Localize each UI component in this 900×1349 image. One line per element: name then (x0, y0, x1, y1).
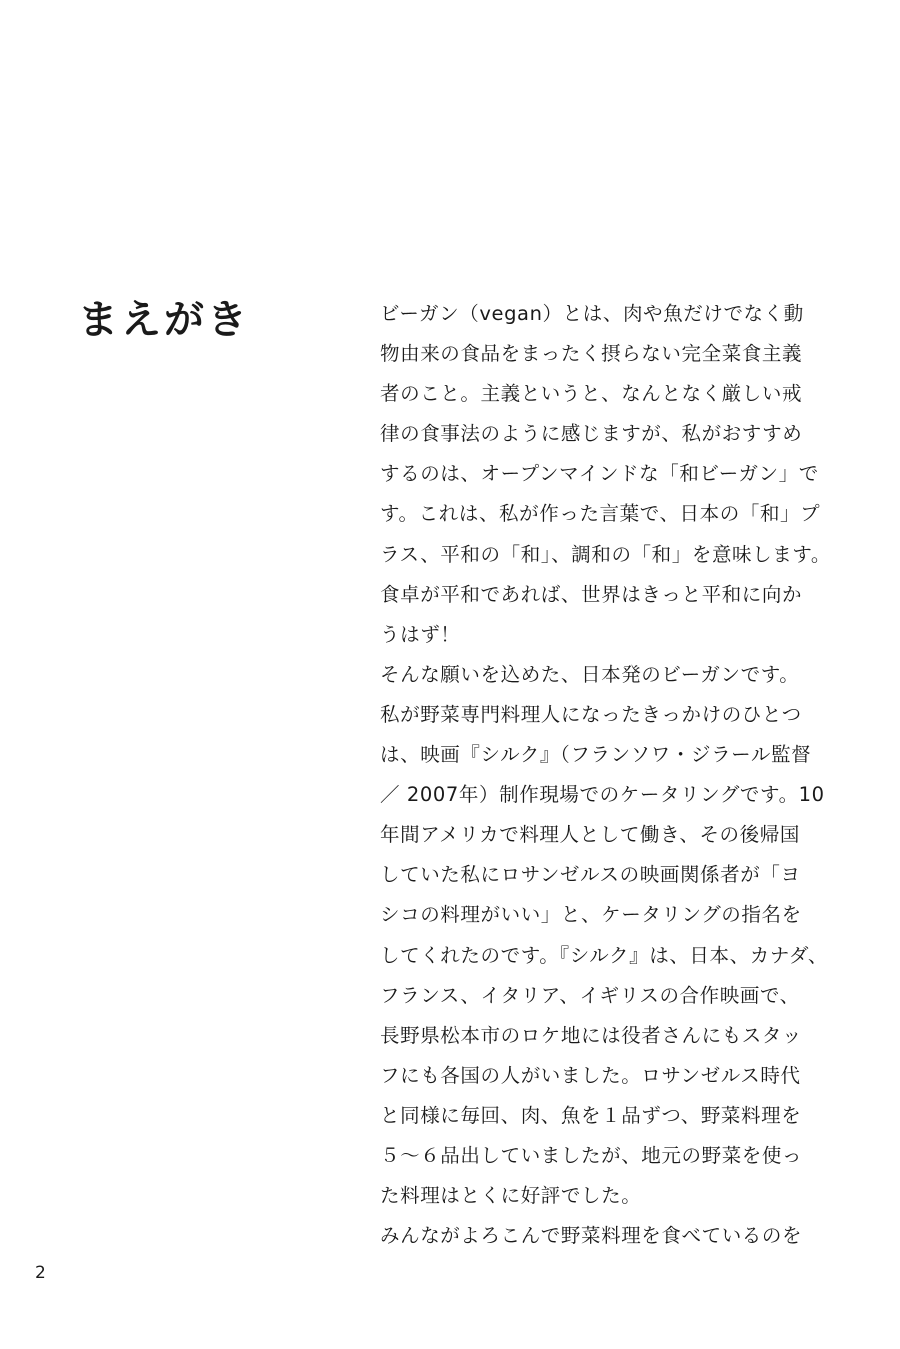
text-line: するのは、オープンマインドな「和ビーガン」で (380, 462, 819, 486)
text-line: ／ 2007年）制作現場でのケータリングです。10 (380, 783, 825, 807)
text-line: フにも各国の人がいました。ロサンゼルス時代 (380, 1063, 801, 1087)
text-line: みんながよろこんで野菜料理を食べているのを (380, 1224, 803, 1248)
text-line: す。これは、私が作った言葉で、日本の「和」プ (380, 502, 821, 526)
text-line: 長野県松本市のロケ地には役者さんにもスタッ (380, 1023, 803, 1047)
text-line: 律の食事法のように感じますが、私がおすすめ (380, 422, 803, 446)
text-line: は、映画『シルク』（フランソワ・ジラール監督 (380, 743, 812, 767)
text-line: ビーガン（vegan）とは、肉や魚だけでなく動 (380, 302, 804, 325)
text-line: ラス、平和の「和」、調和の「和」を意味します。 (380, 542, 831, 566)
text-line: 者のこと。主義というと、なんとなく厳しい戒 (380, 382, 803, 406)
body-text (380, 294, 840, 1256)
text-line: た料理はとくに好評でした。 (380, 1184, 642, 1208)
page-number: 2 (35, 1263, 46, 1283)
text-line: 私が野菜専門料理人になったきっかけのひとつ (380, 702, 802, 726)
text-line: 食卓が平和であれば、世界はきっと平和に向か (380, 582, 803, 606)
text-line: そんな願いを込めた、日本発のビーガンです。 (380, 662, 800, 686)
text-line: 物由来の食品をまったく摂らない完全菜食主義 (380, 342, 803, 366)
text-line: シコの料理がいい」と、ケータリングの指名を (380, 903, 802, 927)
text-line: 年間アメリカで料理人として働き、その後帰国 (380, 823, 800, 847)
text-line: うはず！ (380, 622, 461, 646)
text-line: フランス、イタリア、イギリスの合作映画で、 (380, 983, 800, 1007)
page-title: まえがき (78, 297, 250, 343)
text-line: していた私にロサンゼルスの映画関係者が「ヨ (380, 863, 801, 887)
text-line: ５～６品出していましたが、地元の野菜を使っ (380, 1143, 803, 1167)
text-line: と同様に毎回、肉、魚を１品ずつ、野菜料理を (380, 1103, 802, 1127)
text-line: してくれたのです。『シルク』は、日本、カナダ、 (380, 943, 828, 967)
